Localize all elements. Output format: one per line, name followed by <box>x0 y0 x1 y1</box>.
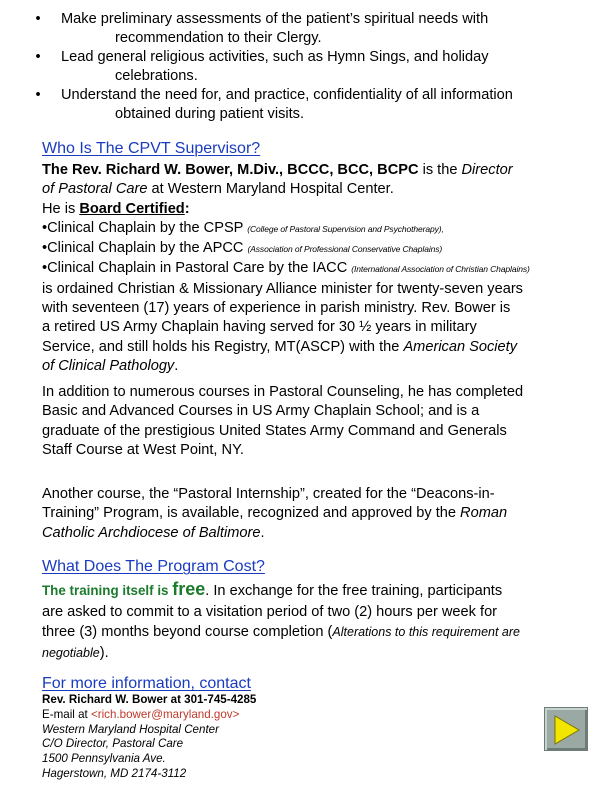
bullet-mark: • <box>35 87 41 103</box>
supervisor-name-line <box>42 161 577 180</box>
supervisor-role: Director <box>461 162 513 178</box>
contact-details <box>42 693 442 782</box>
paragraph-line: Basic and Advanced Courses in US Army Chaplain School; and is a <box>42 403 480 420</box>
cert-text: •Clinical Chaplain by the APCC <box>42 240 244 257</box>
certification-1 <box>42 219 577 239</box>
cert-note: (Association of Professional Conservative Chaplains) <box>247 244 443 255</box>
bio-line <box>42 357 577 376</box>
email-link[interactable]: <rich.bower@maryland.gov> <box>90 707 240 721</box>
email-label: E-mail at <box>42 707 91 721</box>
internship-paragraph <box>42 485 577 543</box>
role-location: at Western Maryland Hospital Center. <box>147 181 394 198</box>
cost-heading: What Does The Program Cost? <box>42 558 265 575</box>
bullet-text: Lead general religious activities, such as Hymn Sings, and holiday <box>61 49 489 65</box>
cert-text: •Clinical Chaplain in Pastoral Care by the IACC <box>42 260 348 277</box>
contact-email-line <box>42 708 442 723</box>
paragraph-line <box>42 504 577 523</box>
paragraph-line: Another course, the “Pastoral Internship”, created for the “Deacons-in- <box>42 486 495 502</box>
certification-2 <box>42 239 577 259</box>
bullet-item <box>23 86 583 124</box>
supervisor-name: The Rev. Richard W. Bower, M.Div., BCCC, BCC, BCPC <box>42 162 419 178</box>
next-slide-button[interactable] <box>544 707 588 751</box>
paragraph-text: Training” Program, is available, recognized and approved by the <box>42 505 461 522</box>
bio-text: Service, and still holds his Registry, MT(ASCP) with the <box>42 338 404 355</box>
contact-care-of: C/O Director, Pastoral Care <box>42 737 184 751</box>
bullet-mark: • <box>35 49 41 65</box>
contact-organization: Western Maryland Hospital Center <box>42 722 219 736</box>
cost-text: three (3) months beyond course completion ( <box>42 624 333 640</box>
alteration-note: Alterations to this requirement are <box>332 625 520 639</box>
negotiable-note: negotiable <box>42 645 100 660</box>
contact-name-phone: Rev. Richard W. Bower at 301-745-4285 <box>42 693 257 706</box>
bullet-item <box>23 48 583 86</box>
bullet-item <box>23 10 583 48</box>
is-the-text: is the <box>418 162 462 178</box>
play-triangle-icon <box>553 715 581 745</box>
cert-text: •Clinical Chaplain by the CPSP <box>42 219 244 236</box>
cost-line <box>42 622 577 643</box>
archdiocese-name: Roman <box>460 505 508 522</box>
bio-line: a retired US Army Chaplain having served for 30 ½ years in military <box>42 319 477 336</box>
paragraph-line: Staff Course at West Point, NY. <box>42 441 244 458</box>
certification-3 <box>42 259 577 279</box>
cost-paragraph <box>42 579 577 663</box>
courses-paragraph <box>42 383 577 460</box>
cost-line <box>42 579 577 602</box>
duties-bullet-list <box>23 10 583 124</box>
board-certified-line <box>42 200 577 219</box>
supervisor-heading: Who Is The CPVT Supervisor? <box>42 140 261 157</box>
paragraph-line <box>42 524 577 543</box>
cost-text: . In exchange for the free training, participants <box>205 583 503 599</box>
supervisor-bio <box>42 161 577 376</box>
training-lead: The training itself is <box>42 583 173 598</box>
society-name: American Society <box>403 338 518 355</box>
contact-city: Hagerstown, MD 2174-3112 <box>42 766 187 780</box>
bio-line: is ordained Christian & Missionary Alliance minister for twenty-seven years <box>42 280 523 297</box>
colon: : <box>184 200 190 217</box>
bullet-text: Make preliminary assessments of the patient’s spiritual needs with <box>61 11 489 27</box>
bullet-text-continued: recommendation to their Clergy. <box>115 30 322 46</box>
supervisor-role-line <box>42 180 577 199</box>
bullet-text: Understand the need for, and practice, confidentiality of all information <box>61 87 513 103</box>
bio-period: . <box>174 357 179 374</box>
role-department: of Pastoral Care <box>42 181 148 198</box>
bullet-mark: • <box>35 11 41 27</box>
archdiocese-name-continued: Catholic Archdiocese of Baltimore <box>42 524 261 541</box>
paragraph-line: In addition to numerous courses in Pastoral Counseling, he has completed <box>42 384 524 400</box>
board-certified-label: Board Certified <box>79 200 185 217</box>
cost-line: are asked to commit to a visitation period of two (2) hours per week for <box>42 603 498 620</box>
contact-heading: For more information, contact <box>42 675 251 692</box>
contact-street: 1500 Pennsylvania Ave. <box>42 752 166 766</box>
paragraph-line: graduate of the prestigious United States Army Command and Generals <box>42 422 507 439</box>
free-word: free <box>172 579 206 599</box>
cost-line <box>42 643 577 664</box>
bio-line: with seventeen (17) years of experience in parish ministry. Rev. Bower is <box>42 300 511 317</box>
society-name-continued: of Clinical Pathology <box>42 357 175 374</box>
paragraph-period: . <box>260 524 265 541</box>
cost-close: ). <box>99 644 109 661</box>
cert-note: (College of Pastoral Supervision and Psychotherapy), <box>247 223 444 234</box>
bullet-text-continued: obtained during patient visits. <box>115 106 305 122</box>
cert-note: (International Association of Christian Chaplains) <box>351 264 530 275</box>
bullet-text-continued: celebrations. <box>115 68 198 84</box>
he-is-text: He is <box>42 200 80 217</box>
bio-line <box>42 338 577 357</box>
